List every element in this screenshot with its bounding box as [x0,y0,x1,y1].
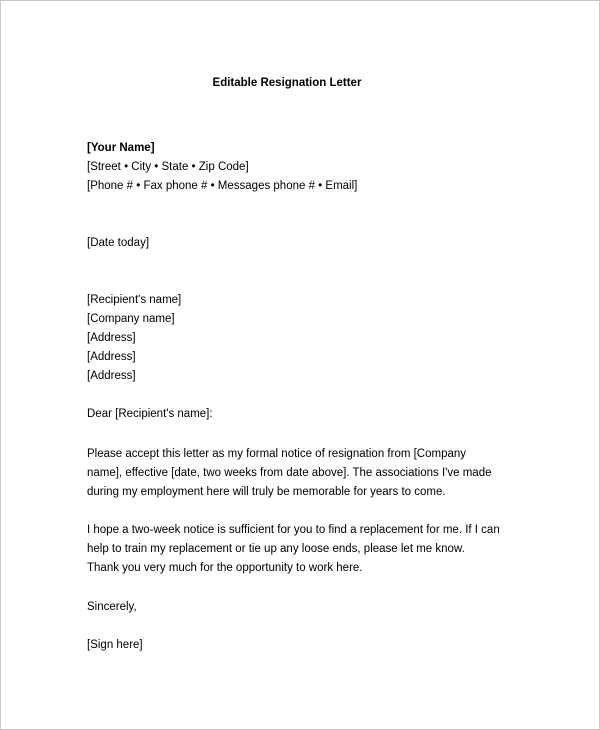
paragraph-line: Thank you very much for the opportunity to work here. [87,562,363,574]
document-title: Editable Resignation Letter [212,77,362,89]
closing-block [87,598,507,617]
paragraph-line: name], effective [date, two weeks from date above]. The associations I've made [87,467,492,479]
paragraph-1 [87,445,507,502]
paragraph-line: Please accept this letter as my formal notice of resignation from [Company [87,448,467,460]
recipient-address-line: [Address] [87,370,136,382]
sender-address: [Street • City • State • Zip Code] [87,161,249,173]
salutation-text: Dear [Recipient's name]: [87,408,213,420]
paragraph-line: I hope a two-week notice is sufficient for you to find a replacement for me. If I can [87,524,500,536]
sender-contact: [Phone # • Fax phone # • Messages phone # • Email] [87,180,358,192]
recipient-name: [Recipient's name] [87,294,182,306]
letter-date: [Date today] [87,237,150,249]
salutation [87,405,507,424]
signature-placeholder: [Sign here] [87,639,143,651]
paragraph-line: during my employment here will truly be memorable for years to come. [87,486,446,498]
recipient-address-line: [Address] [87,351,136,363]
recipient-block [87,291,507,386]
paragraph-line: help to train my replacement or tie up any loose ends, please let me know. [87,543,465,555]
recipient-company: [Company name] [87,313,175,325]
sender-name: [Your Name] [87,142,155,154]
signature-block [87,636,507,655]
closing-text: Sincerely, [87,601,137,613]
recipient-address-line: [Address] [87,332,136,344]
paragraph-2 [87,521,507,578]
date-block [87,234,507,253]
sender-block [87,139,507,196]
